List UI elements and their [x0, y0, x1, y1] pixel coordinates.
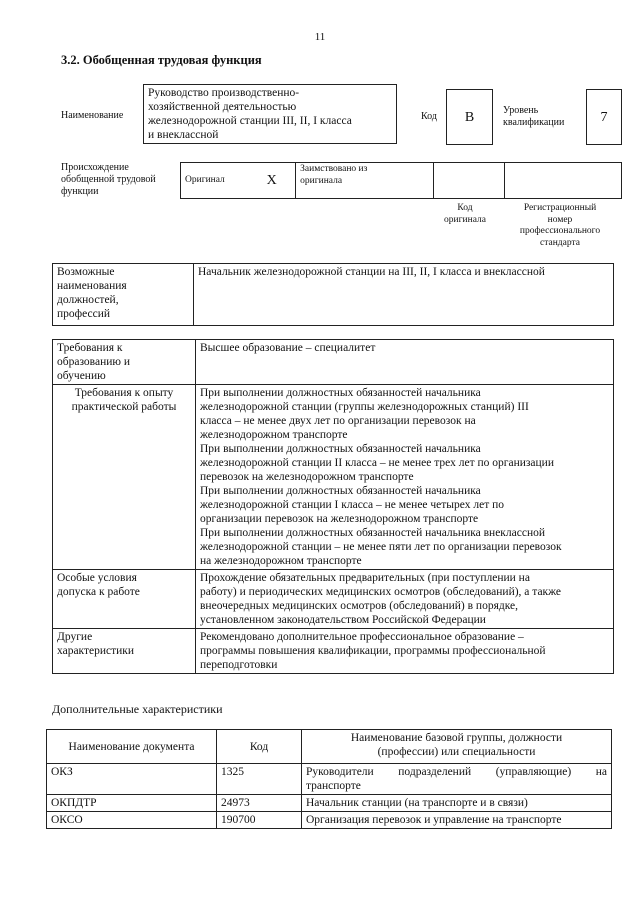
- additional-table: [46, 729, 612, 829]
- original-mark: X: [248, 163, 295, 199]
- code-value: B: [446, 89, 493, 145]
- name-value-line: железнодорожной станции III, II, I класса: [148, 115, 352, 127]
- row-name: Организация перевозок и управление на транспорте: [302, 812, 612, 829]
- original-label: Оригинал: [181, 163, 249, 199]
- table-header-row: [47, 730, 612, 764]
- positions-table: [52, 263, 614, 326]
- name-label: Наименование: [61, 110, 124, 121]
- positions-value: Начальник железнодорожной станции на III, II, I класса и внеклассной: [194, 264, 614, 326]
- additional-title: Дополнительные характеристики: [52, 702, 223, 716]
- code-original-cell: [434, 163, 505, 199]
- name-value-line: хозяйственной деятельностью: [148, 101, 297, 113]
- borrowed-label: Заимствовано из оригинала: [296, 163, 434, 199]
- req-value: Высшее образование – специалитет: [196, 340, 614, 385]
- req-value: Рекомендовано дополнительное профессиональное образование – программы повышения квалификации, программы профессиональной переподготовки: [196, 629, 614, 674]
- header-name: Наименование базовой группы, должности (профессии) или специальности: [302, 730, 612, 764]
- positions-label: Возможные наименования должностей, профессий: [53, 264, 194, 326]
- code-label: Код: [421, 111, 437, 122]
- section-title: 3.2. Обобщенная трудовая функция: [61, 53, 262, 67]
- row-doc: ОКЗ: [47, 764, 217, 795]
- reg-number-cell: [505, 163, 622, 199]
- req-label: Особые условия допуска к работе: [53, 570, 196, 629]
- table-row: [53, 570, 614, 629]
- row-doc: ОКСО: [47, 812, 217, 829]
- table-row: [53, 629, 614, 674]
- req-label: Другие характеристики: [53, 629, 196, 674]
- header-code: Код: [217, 730, 302, 764]
- req-label: Требования к опыту практической работы: [53, 385, 196, 570]
- table-row: [53, 340, 614, 385]
- level-value: 7: [586, 89, 622, 145]
- reg-number-label: Регистрационный номер профессионального стандарта: [519, 203, 601, 248]
- name-value-line: Руководство производственно-: [148, 87, 300, 99]
- code-original-label: Код оригинала: [444, 203, 486, 225]
- req-value: Прохождение обязательных предварительных (при поступлении на работу) и периодических медицинских осмотров (обследований), а также внеочередных медицинских осмотров (обследований) в порядке, установленном законодательством Российской Федерации: [196, 570, 614, 629]
- table-row: [47, 764, 612, 795]
- name-value-box: [143, 84, 397, 144]
- origin-label: Происхождение обобщенной трудовой функции: [61, 162, 156, 197]
- table-row: [47, 795, 612, 812]
- req-value: При выполнении должностных обязанностей начальника железнодорожной станции (группы железнодорожных станций) III класса – не менее двух лет по организации перевозок на железнодорожном транспорте При выполнении должностных обязанностей начальника железнодорожной станции II класса – не менее трех лет по организации перевозок на железнодорожном транспорте При выполнении должностных обязанностей начальника железнодорожной станции I класса – не менее четырех лет по организации перевозок на железнодорожном транспорте При выполнении должностных обязанностей начальника внеклассной железнодорожной станции – не менее пяти лет по организации перевозок на железнодорожном транспорте: [196, 385, 614, 570]
- origin-table: [180, 162, 622, 199]
- table-row: [53, 385, 614, 570]
- level-label: Уровень квалификации: [503, 105, 565, 128]
- req-label: Требования к образованию и обучению: [53, 340, 196, 385]
- table-row: [47, 812, 612, 829]
- page-number: 11: [314, 31, 326, 43]
- row-name: Начальник станции (на транспорте и в связи): [302, 795, 612, 812]
- row-code: 190700: [217, 812, 302, 829]
- name-value-line: и внеклассной: [148, 129, 219, 141]
- row-code: 24973: [217, 795, 302, 812]
- row-doc: ОКПДТР: [47, 795, 217, 812]
- requirements-table: [52, 339, 614, 674]
- row-code: 1325: [217, 764, 302, 795]
- header-doc: Наименование документа: [47, 730, 217, 764]
- row-name: Руководители подразделений (управляющие) на транспорте: [302, 764, 612, 795]
